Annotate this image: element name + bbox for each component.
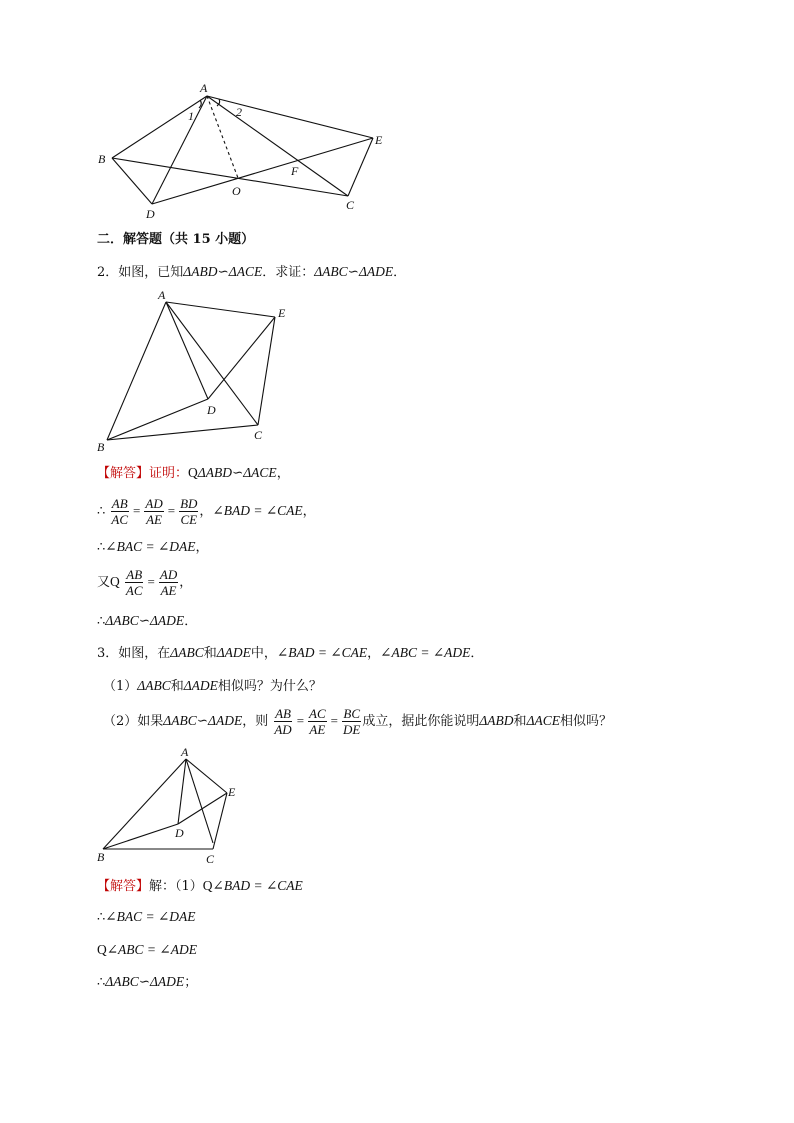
q3-part2: （2）如果ΔABC∽ΔADE，则 $\frac{AB}{AD}$ = $\frac{AC}{AE}$ = $\frac{BC}{DE}$ 成立，据此你能说明ΔABD和ΔACE相似吗？: [103, 706, 612, 737]
q3-answer-line3: Q∠ABC = ∠ADE: [97, 942, 197, 957]
fig2-label-B: B: [97, 440, 105, 454]
figure-1: [90, 78, 400, 221]
label-B: B: [98, 152, 106, 166]
fig3-label-E: E: [228, 785, 236, 799]
q2-l2-angle: ∠BAD = ∠CAE: [212, 503, 303, 518]
q2-answer-line5: ∴ΔABC∽ΔADE．: [97, 613, 198, 629]
figure-2: [90, 286, 310, 456]
label-A: A: [200, 81, 208, 95]
label-D: D: [146, 207, 155, 221]
q3-answer-line4: ∴ΔABC∽ΔADE；: [97, 974, 198, 990]
q2-answer-intro: 证明：: [149, 466, 189, 481]
q3-answer-tag: 【解答】: [97, 879, 150, 894]
q2-text2: ．求证：: [262, 265, 315, 280]
also-text: 又: [97, 575, 111, 590]
q3-statement: 3．如图，在ΔABC和ΔADE中，∠BAD = ∠CAE，∠ABC = ∠ADE．: [97, 645, 484, 661]
therefore-symbol: ∴: [97, 504, 106, 519]
figure-2-diagram: [90, 286, 310, 456]
label-F: F: [291, 164, 299, 178]
fraction-ac-ae: $\frac{AC}{AE}$: [309, 706, 326, 737]
fig3-label-C: C: [206, 852, 215, 866]
q2-text1: 如图，已知: [118, 265, 184, 280]
label-O: O: [232, 184, 241, 198]
q2-answer-line1: [97, 464, 290, 483]
section-title: 二．解答题（共 15 小题）: [97, 232, 255, 247]
q2-statement: [97, 263, 406, 282]
label-C: C: [346, 198, 355, 212]
q3-part1: （1）ΔABC和ΔADE相似吗？为什么？: [103, 678, 322, 694]
q3-number: 3．: [97, 646, 119, 661]
fig3-label-D: D: [175, 826, 184, 840]
fig3-label-A: A: [181, 745, 189, 759]
q2-end: ．: [393, 265, 407, 280]
q3-answer-line1: 【解答】解：（1）Q∠BAD = ∠CAE: [97, 878, 303, 894]
fraction-bc-de: $\frac{BC}{DE}$: [343, 706, 361, 737]
fraction-ab-ad: $\frac{AB}{AD}$: [274, 706, 292, 737]
fraction-ab-ac: $\frac{AB}{AC}$: [111, 496, 129, 527]
q2-given: ΔABD∽ΔACE: [183, 264, 263, 279]
fig3-label-B: B: [97, 850, 105, 864]
q2-goal: ΔABC∽ΔADE: [314, 264, 394, 279]
fraction-ad-ae: $\frac{AD}{AE}$: [145, 496, 163, 527]
q2-answer-line3: ∴∠BAC = ∠DAE，: [97, 539, 209, 555]
fig2-label-C: C: [254, 428, 263, 442]
q2-l3-angle: ∠BAC = ∠DAE: [105, 539, 196, 554]
q2-answer-line4: 又Q $\frac{AB}{AC}$ = $\frac{AD}{AE}$ ，: [97, 567, 193, 598]
fig2-label-A: A: [158, 288, 166, 302]
fig2-label-E: E: [278, 306, 286, 320]
q2-answer-tag: 【解答】: [97, 466, 150, 481]
figure-3: [90, 745, 260, 870]
label-E: E: [375, 133, 383, 147]
because-symbol: Q: [188, 465, 198, 480]
q3-answer-line2: ∴∠BAC = ∠DAE: [97, 909, 196, 925]
q2-answer-line2: ∴ $\frac{AB}{AC}$ = $\frac{AD}{AE}$ = $\frac{BD}{CE}$ ，∠BAD = ∠CAE，: [97, 496, 316, 527]
figure-3-diagram: [90, 745, 260, 870]
fraction-ab-ac-2: $\frac{AB}{AC}$: [125, 567, 143, 598]
fraction-ad-ae-2: $\frac{AD}{AE}$: [159, 567, 178, 598]
figure-1-diagram: [90, 78, 400, 221]
label-angle-1: 1: [188, 109, 194, 123]
q2-number: 2．: [97, 265, 119, 280]
q2-l1-end: ，: [276, 466, 290, 481]
q2-l5-result: ΔABC∽ΔADE: [105, 613, 185, 628]
fig2-label-D: D: [207, 403, 216, 417]
label-angle-2: 2: [236, 105, 242, 119]
fraction-bd-ce: $\frac{BD}{CE}$: [180, 496, 198, 527]
q2-l1-given: ΔABD∽ΔACE: [197, 465, 277, 480]
q3-answer-intro: 解：（1）: [149, 879, 203, 894]
